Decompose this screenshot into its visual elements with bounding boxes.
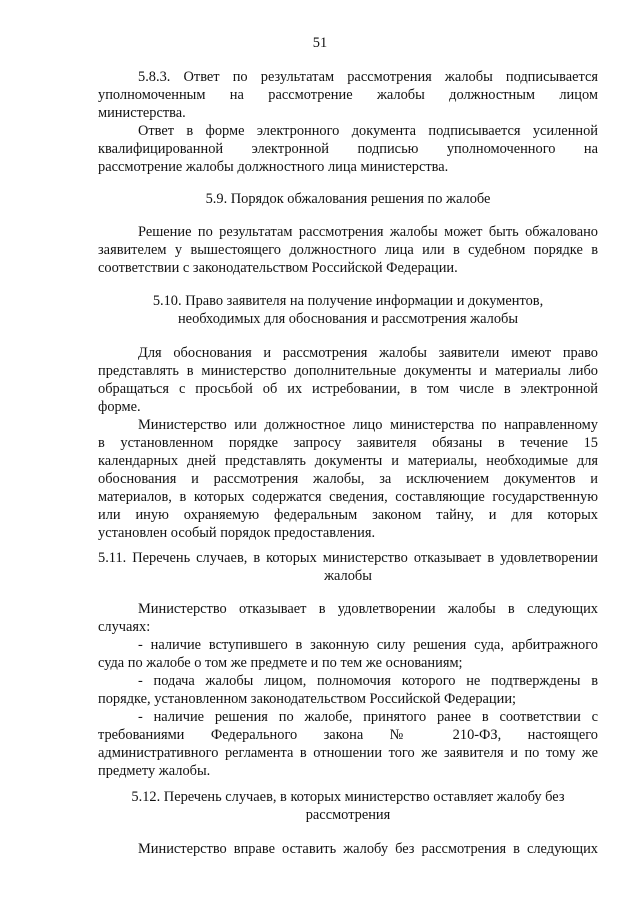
section-heading: 5.9. Порядок обжалования решения по жалобе <box>205 191 491 207</box>
text-line: министерства. <box>98 105 186 121</box>
text-line: Министерство вправе оставить жалобу без рассмотрения в следующих <box>138 841 598 857</box>
section-heading: необходимых для обоснования и рассмотрения жалобы <box>177 311 519 327</box>
text-line: рассмотрение жалобы должностного лица министерства. <box>98 159 449 175</box>
text-line: Для обоснования и рассмотрения жалобы заявители имеют право <box>138 345 598 361</box>
text-line: случаях: <box>98 619 151 635</box>
text-line: установлен особый порядок предоставления. <box>98 525 376 541</box>
text-line: уполномоченным на рассмотрение жалобы должностным лицом <box>98 87 598 103</box>
section-heading: 5.10. Право заявителя на получение информации и документов, <box>152 293 544 309</box>
list-item: - наличие решения по жалобе, принятого ранее в соответствии с <box>138 709 598 725</box>
list-item: - наличие вступившего в законную силу решения суда, арбитражного <box>138 637 598 653</box>
text-line: форме. <box>98 399 141 415</box>
section-heading: жалобы <box>324 568 372 584</box>
text-line: административного регламента в отношении того же заявителя и по тому же <box>98 745 598 761</box>
text-line: Министерство или должностное лицо министерства по направленному <box>138 417 598 433</box>
text-line: 5.8.3. Ответ по результатам рассмотрения жалобы подписывается <box>138 69 598 85</box>
text-line: предмету жалобы. <box>98 763 211 779</box>
text-line: соответствии с законодательством Российской Федерации. <box>98 260 458 276</box>
text-line: суда по жалобе о том же предмете и по тем же основаниям; <box>98 655 463 671</box>
section-heading: 5.12. Перечень случаев, в которых министерство оставляет жалобу без <box>131 789 565 805</box>
text-line: заявителем у вышестоящего должностного лица или в судебном порядке в <box>98 242 598 258</box>
text-line: представлять в министерство дополнительные документы и материалы либо <box>98 363 598 379</box>
text-line: Решение по результатам рассмотрения жалобы может быть обжаловано <box>138 224 598 240</box>
page-number: 51 <box>312 35 328 51</box>
text-line: обоснования и рассмотрения жалобы, за исключением документов и <box>98 471 598 487</box>
text-line: в установленном порядке запросу заявителя обязаны в течение 15 <box>98 435 598 451</box>
text-line: квалифицированной электронной подписью уполномоченного на <box>98 141 598 157</box>
text-line: календарных дней представлять документы и материалы, необходимые для <box>98 453 598 469</box>
section-heading: рассмотрения <box>305 807 391 823</box>
text-line: Ответ в форме электронного документа подписывается усиленной <box>138 123 598 139</box>
text-line: материалов, в которых содержатся сведения, составляющие государственную <box>98 489 598 505</box>
section-heading: 5.11. Перечень случаев, в которых министерство отказывает в удовлетворении <box>98 550 598 566</box>
text-line: требованиями Федерального закона № 210-ФЗ, настоящего <box>98 727 598 743</box>
text-line: обращаться с просьбой об их истребовании, в том числе в электронной <box>98 381 598 397</box>
text-line: или иную охраняемую федеральным законом тайну, и для которых <box>98 507 598 523</box>
text-line: Министерство отказывает в удовлетворении жалобы в следующих <box>138 601 598 617</box>
text-line: порядке, установленном законодательством Российской Федерации; <box>98 691 517 707</box>
list-item: - подача жалобы лицом, полномочия которого не подтверждены в <box>138 673 598 689</box>
